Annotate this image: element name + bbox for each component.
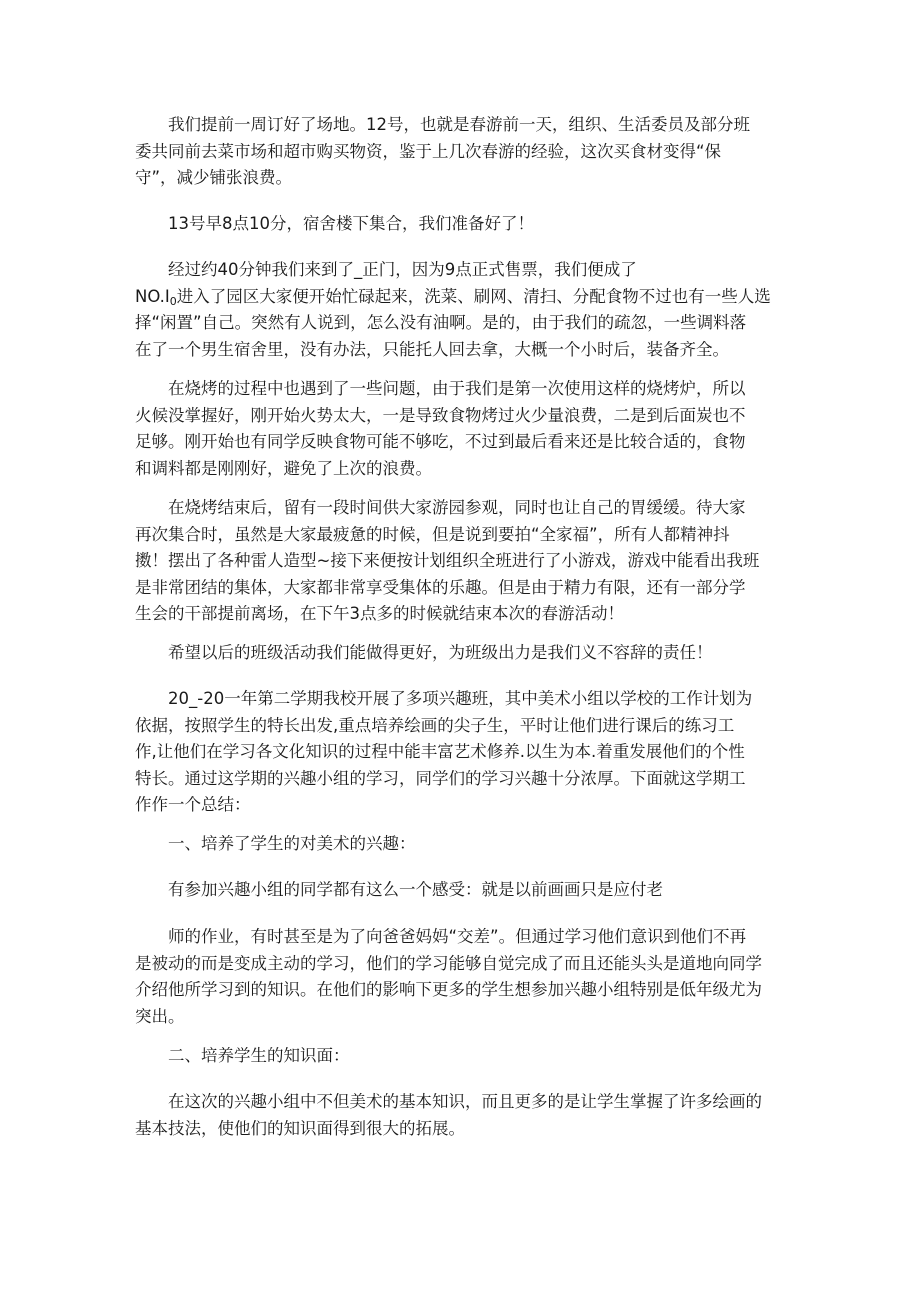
text-line: 在烧烤的过程中也遇到了一些问题，由于我们是第一次使用这样的烧烤炉，所以	[168, 379, 746, 398]
text-fragment: 进入了园区大家便开始忙碌起来，洗菜、刷网、清扫、分配食物不过也有一些人选	[176, 286, 771, 306]
text-line: 一、培养了学生的对美术的兴趣：	[168, 834, 416, 853]
paragraph	[135, 495, 785, 628]
text-line: 师的作业，有时甚至是为了向爸爸妈妈“交差”。但通过学习他们意识到他们不再	[168, 927, 747, 946]
text-line: 特长。通过这学期的兴趣小组的学习，同学们的学习兴趣十分浓厚。下面就这学期工	[135, 768, 746, 788]
text-line: 13号早8点10分，宿舍楼下集合，我们准备好了！	[168, 214, 534, 233]
text-line: 有参加兴趣小组的同学都有这么一个感受：就是以前画画只是应付老	[168, 880, 663, 899]
text-line: 和调料都是刚刚好，避免了上次的浪费。	[135, 458, 432, 478]
paragraph	[135, 376, 785, 482]
text-line: 20_-20一年第二学期我校开展了多项兴趣班，其中美术小组以学校的工作计划为	[168, 689, 753, 708]
text-line: 擞！摆出了各种雷人造型~接下来便按计划组织全班进行了小游戏，游戏中能看出我班	[135, 551, 760, 570]
paragraph	[135, 257, 785, 363]
text-line: 委共同前去菜市场和超市购买物资，鉴于上几次春游的经验，这次买食材变得“保	[135, 141, 722, 161]
section-heading	[135, 831, 785, 858]
paragraph	[135, 640, 785, 667]
text-line	[135, 284, 785, 311]
text-fragment: NO.I	[135, 286, 170, 306]
text-line: 足够。刚开始也有同学反映食物可能不够吃，不过到最后看来还是比较合适的，食物	[135, 432, 746, 451]
text-line: 再次集合时，虽然是大家最疲惫的时候，但是说到要拍“全家福”，所有人都精神抖	[135, 524, 730, 544]
paragraph	[135, 112, 785, 192]
text-line: 突出。	[135, 1006, 185, 1026]
text-line: 择“闲置”自己。突然有人说到，怎么没有油啊。是的，由于我们的疏忽，一些调料落	[135, 313, 747, 332]
paragraph	[135, 924, 785, 1030]
text-line: 在这次的兴趣小组中不但美术的基本知识，而且更多的是让学生掌握了许多绘画的	[168, 1092, 762, 1111]
text-line: 作作一个总结：	[135, 795, 251, 814]
text-line: 是被动的而是变成主动的学习，他们的学习能够自觉完成了而且还能头头是道地向同学	[135, 953, 762, 973]
text-line: 在烧烤结束后，留有一段时间供大家游园参观，同时也让自己的胃缓缓。待大家	[168, 498, 746, 517]
text-line: 生会的干部提前离场，在下午3点多的时候就结束本次的春游活动！	[135, 604, 624, 623]
text-line: 火候没掌握好，刚开始火势太大，一是导致食物烤过火少量浪费，二是到后面炭也不	[135, 405, 746, 425]
paragraph	[135, 211, 785, 238]
subscript-digit: 0	[169, 294, 177, 308]
paragraph	[135, 686, 785, 819]
text-line: 作,让他们在学习各文化知识的过程中能丰富艺术修养.以生为本.着重发展他们的个性	[135, 742, 745, 761]
text-line: 是非常团结的集体，大家都非常享受集体的乐趣。但是由于精力有限，还有一部分学	[135, 577, 746, 597]
text-line: 希望以后的班级活动我们能做得更好，为班级出力是我们义不容辞的责任！	[168, 643, 713, 662]
text-line: 二、培养学生的知识面：	[168, 1046, 350, 1065]
text-line: 守”，减少铺张浪费。	[135, 168, 293, 187]
paragraph	[135, 877, 785, 904]
section-heading	[135, 1043, 785, 1070]
paragraph	[135, 1089, 785, 1142]
text-line: 我们提前一周订好了场地。12号，也就是春游前一天，组织、生活委员及部分班	[168, 115, 750, 134]
text-line: 经过约40分钟我们来到了_正门，因为9点正式售票，我们便成了	[168, 260, 637, 279]
text-line: 介绍他所学习到的知识。在他们的影响下更多的学生想参加兴趣小组特别是低年级尤为	[135, 980, 762, 999]
text-line: 依据，按照学生的特长出发,重点培养绘画的尖子生，平时让他们进行课后的练习工	[135, 715, 735, 735]
text-line: 在了一个男生宿舍里，没有办法，只能托人回去拿，大概一个小时后，装备齐全。	[135, 339, 729, 359]
text-line: 基本技法，使他们的知识面得到很大的拓展。	[135, 1118, 465, 1138]
